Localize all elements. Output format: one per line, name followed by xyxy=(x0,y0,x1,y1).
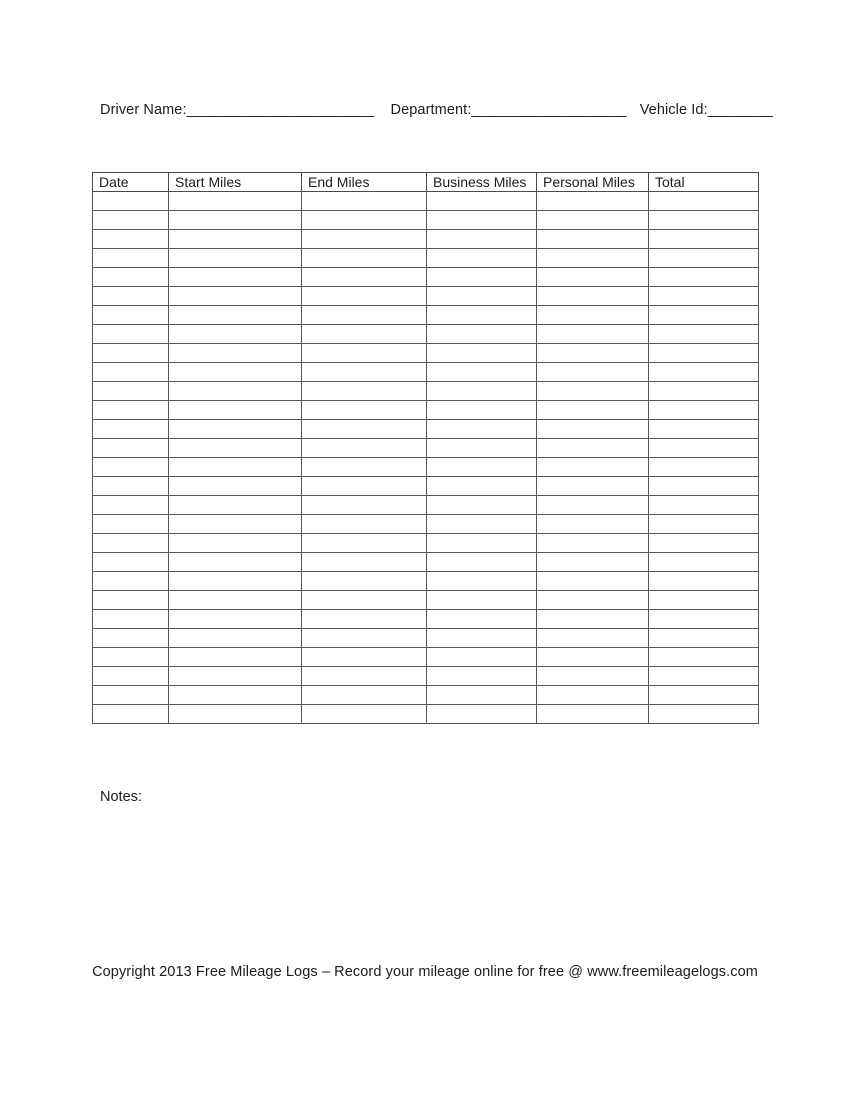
empty-cell-start-miles xyxy=(169,515,302,534)
empty-cell-personal-miles xyxy=(537,572,649,591)
form-header xyxy=(100,101,773,119)
empty-cell-personal-miles xyxy=(537,344,649,363)
table-row xyxy=(93,230,759,249)
empty-cell-business-miles xyxy=(427,591,537,610)
empty-cell-business-miles xyxy=(427,382,537,401)
empty-cell-date xyxy=(93,249,169,268)
empty-cell-end-miles xyxy=(302,249,427,268)
empty-cell-business-miles xyxy=(427,344,537,363)
empty-cell-start-miles xyxy=(169,629,302,648)
department-blank-line: ___________________ xyxy=(471,102,627,118)
empty-cell-personal-miles xyxy=(537,268,649,287)
table-row xyxy=(93,363,759,382)
empty-cell-start-miles xyxy=(169,287,302,306)
empty-cell-date xyxy=(93,572,169,591)
empty-cell-business-miles xyxy=(427,363,537,382)
empty-cell-date xyxy=(93,705,169,724)
empty-cell-personal-miles xyxy=(537,287,649,306)
empty-cell-end-miles xyxy=(302,344,427,363)
table-row xyxy=(93,553,759,572)
empty-cell-business-miles xyxy=(427,287,537,306)
empty-cell-end-miles xyxy=(302,230,427,249)
empty-cell-end-miles xyxy=(302,192,427,211)
empty-cell-date xyxy=(93,477,169,496)
empty-cell-end-miles xyxy=(302,515,427,534)
empty-cell-total xyxy=(649,420,759,439)
header-row xyxy=(93,173,759,192)
empty-cell-personal-miles xyxy=(537,382,649,401)
empty-cell-date xyxy=(93,401,169,420)
empty-cell-business-miles xyxy=(427,420,537,439)
empty-cell-date xyxy=(93,211,169,230)
empty-cell-end-miles xyxy=(302,439,427,458)
empty-cell-end-miles xyxy=(302,667,427,686)
empty-cell-total xyxy=(649,401,759,420)
empty-cell-personal-miles xyxy=(537,610,649,629)
empty-cell-date xyxy=(93,534,169,553)
empty-cell-end-miles xyxy=(302,629,427,648)
empty-cell-end-miles xyxy=(302,306,427,325)
empty-cell-date xyxy=(93,686,169,705)
empty-cell-business-miles xyxy=(427,610,537,629)
empty-cell-end-miles xyxy=(302,382,427,401)
empty-cell-business-miles xyxy=(427,496,537,515)
table-row xyxy=(93,420,759,439)
empty-cell-date xyxy=(93,648,169,667)
table-row xyxy=(93,344,759,363)
table-row xyxy=(93,496,759,515)
empty-cell-date xyxy=(93,553,169,572)
empty-cell-business-miles xyxy=(427,477,537,496)
copyright-footer: Copyright 2013 Free Mileage Logs – Record your mileage online for free @ www.freemileagelogs.com xyxy=(92,964,758,980)
empty-cell-personal-miles xyxy=(537,325,649,344)
empty-cell-date xyxy=(93,667,169,686)
empty-cell-personal-miles xyxy=(537,306,649,325)
table-row xyxy=(93,648,759,667)
mileage-table-header xyxy=(93,173,759,192)
department-label: Department: xyxy=(390,102,472,118)
vehicle-id-label: Vehicle Id: xyxy=(639,102,708,118)
empty-cell-business-miles xyxy=(427,515,537,534)
empty-cell-start-miles xyxy=(169,705,302,724)
empty-cell-start-miles xyxy=(169,572,302,591)
empty-cell-end-miles xyxy=(302,496,427,515)
empty-cell-total xyxy=(649,439,759,458)
table-row xyxy=(93,249,759,268)
empty-cell-total xyxy=(649,591,759,610)
empty-cell-start-miles xyxy=(169,477,302,496)
empty-cell-end-miles xyxy=(302,420,427,439)
empty-cell-personal-miles xyxy=(537,496,649,515)
empty-cell-end-miles xyxy=(302,686,427,705)
empty-cell-personal-miles xyxy=(537,591,649,610)
empty-cell-personal-miles xyxy=(537,705,649,724)
empty-cell-start-miles xyxy=(169,439,302,458)
mileage-table xyxy=(92,172,759,724)
empty-cell-date xyxy=(93,287,169,306)
empty-cell-start-miles xyxy=(169,648,302,667)
empty-cell-end-miles xyxy=(302,363,427,382)
empty-cell-total xyxy=(649,344,759,363)
empty-cell-business-miles xyxy=(427,192,537,211)
empty-cell-business-miles xyxy=(427,249,537,268)
empty-cell-total xyxy=(649,496,759,515)
notes-label: Notes: xyxy=(100,789,142,805)
empty-cell-business-miles xyxy=(427,705,537,724)
empty-cell-business-miles xyxy=(427,439,537,458)
table-row xyxy=(93,401,759,420)
empty-cell-start-miles xyxy=(169,382,302,401)
empty-cell-total xyxy=(649,629,759,648)
empty-cell-date xyxy=(93,268,169,287)
table-row xyxy=(93,287,759,306)
empty-cell-date xyxy=(93,610,169,629)
empty-cell-date xyxy=(93,344,169,363)
empty-cell-total xyxy=(649,572,759,591)
table-row xyxy=(93,458,759,477)
empty-cell-end-miles xyxy=(302,477,427,496)
table-row xyxy=(93,477,759,496)
empty-cell-total xyxy=(649,477,759,496)
empty-cell-total xyxy=(649,268,759,287)
empty-cell-date xyxy=(93,629,169,648)
empty-cell-total xyxy=(649,534,759,553)
empty-cell-end-miles xyxy=(302,287,427,306)
empty-cell-start-miles xyxy=(169,496,302,515)
column-header-date: Date xyxy=(93,173,169,192)
empty-cell-date xyxy=(93,515,169,534)
empty-cell-personal-miles xyxy=(537,667,649,686)
empty-cell-date xyxy=(93,439,169,458)
empty-cell-end-miles xyxy=(302,553,427,572)
empty-cell-end-miles xyxy=(302,648,427,667)
table-row xyxy=(93,325,759,344)
empty-cell-total xyxy=(649,306,759,325)
driver-name-blank-line: _______________________ xyxy=(186,102,375,118)
empty-cell-total xyxy=(649,325,759,344)
table-row xyxy=(93,705,759,724)
empty-cell-start-miles xyxy=(169,344,302,363)
empty-cell-personal-miles xyxy=(537,401,649,420)
empty-cell-personal-miles xyxy=(537,192,649,211)
empty-cell-end-miles xyxy=(302,534,427,553)
mileage-table-body xyxy=(93,192,759,724)
empty-cell-start-miles xyxy=(169,230,302,249)
empty-cell-personal-miles xyxy=(537,363,649,382)
table-row xyxy=(93,667,759,686)
column-header-start-miles: Start Miles xyxy=(169,173,302,192)
empty-cell-total xyxy=(649,287,759,306)
empty-cell-end-miles xyxy=(302,458,427,477)
empty-cell-total xyxy=(649,648,759,667)
empty-cell-personal-miles xyxy=(537,686,649,705)
empty-cell-personal-miles xyxy=(537,534,649,553)
empty-cell-business-miles xyxy=(427,401,537,420)
empty-cell-total xyxy=(649,363,759,382)
empty-cell-total xyxy=(649,553,759,572)
empty-cell-date xyxy=(93,363,169,382)
table-row xyxy=(93,268,759,287)
column-header-end-miles: End Miles xyxy=(302,173,427,192)
empty-cell-business-miles xyxy=(427,686,537,705)
table-row xyxy=(93,534,759,553)
empty-cell-business-miles xyxy=(427,572,537,591)
empty-cell-start-miles xyxy=(169,211,302,230)
empty-cell-start-miles xyxy=(169,401,302,420)
empty-cell-end-miles xyxy=(302,572,427,591)
empty-cell-date xyxy=(93,420,169,439)
table-row xyxy=(93,306,759,325)
empty-cell-start-miles xyxy=(169,458,302,477)
empty-cell-end-miles xyxy=(302,268,427,287)
empty-cell-total xyxy=(649,211,759,230)
empty-cell-business-miles xyxy=(427,211,537,230)
empty-cell-end-miles xyxy=(302,591,427,610)
empty-cell-total xyxy=(649,610,759,629)
empty-cell-end-miles xyxy=(302,211,427,230)
table-row xyxy=(93,515,759,534)
table-row xyxy=(93,629,759,648)
table-row xyxy=(93,686,759,705)
empty-cell-total xyxy=(649,686,759,705)
empty-cell-total xyxy=(649,705,759,724)
empty-cell-start-miles xyxy=(169,591,302,610)
empty-cell-total xyxy=(649,249,759,268)
empty-cell-start-miles xyxy=(169,420,302,439)
empty-cell-business-miles xyxy=(427,325,537,344)
empty-cell-total xyxy=(649,192,759,211)
empty-cell-start-miles xyxy=(169,610,302,629)
empty-cell-date xyxy=(93,458,169,477)
driver-name-label: Driver Name: xyxy=(100,102,187,118)
empty-cell-business-miles xyxy=(427,629,537,648)
empty-cell-personal-miles xyxy=(537,458,649,477)
empty-cell-start-miles xyxy=(169,553,302,572)
table-row xyxy=(93,382,759,401)
vehicle-id-field xyxy=(640,101,773,119)
department-field xyxy=(391,101,627,119)
empty-cell-business-miles xyxy=(427,230,537,249)
table-row xyxy=(93,610,759,629)
empty-cell-personal-miles xyxy=(537,515,649,534)
empty-cell-total xyxy=(649,667,759,686)
empty-cell-business-miles xyxy=(427,268,537,287)
empty-cell-end-miles xyxy=(302,325,427,344)
empty-cell-date xyxy=(93,230,169,249)
empty-cell-personal-miles xyxy=(537,249,649,268)
column-header-total: Total xyxy=(649,173,759,192)
empty-cell-date xyxy=(93,325,169,344)
empty-cell-business-miles xyxy=(427,306,537,325)
empty-cell-start-miles xyxy=(169,534,302,553)
empty-cell-business-miles xyxy=(427,648,537,667)
empty-cell-start-miles xyxy=(169,363,302,382)
empty-cell-personal-miles xyxy=(537,420,649,439)
vehicle-id-blank-line: ________ xyxy=(707,102,774,118)
empty-cell-start-miles xyxy=(169,268,302,287)
empty-cell-total xyxy=(649,515,759,534)
empty-cell-personal-miles xyxy=(537,629,649,648)
driver-name-field xyxy=(100,101,374,119)
column-header-business-miles: Business Miles xyxy=(427,173,537,192)
empty-cell-personal-miles xyxy=(537,648,649,667)
empty-cell-date xyxy=(93,591,169,610)
empty-cell-total xyxy=(649,230,759,249)
empty-cell-business-miles xyxy=(427,553,537,572)
table-row xyxy=(93,591,759,610)
empty-cell-start-miles xyxy=(169,686,302,705)
empty-cell-personal-miles xyxy=(537,439,649,458)
empty-cell-personal-miles xyxy=(537,211,649,230)
empty-cell-total xyxy=(649,382,759,401)
empty-cell-date xyxy=(93,306,169,325)
empty-cell-personal-miles xyxy=(537,230,649,249)
empty-cell-end-miles xyxy=(302,705,427,724)
empty-cell-start-miles xyxy=(169,325,302,344)
table-row xyxy=(93,192,759,211)
empty-cell-start-miles xyxy=(169,306,302,325)
empty-cell-start-miles xyxy=(169,192,302,211)
table-row xyxy=(93,572,759,591)
empty-cell-date xyxy=(93,496,169,515)
empty-cell-date xyxy=(93,192,169,211)
empty-cell-end-miles xyxy=(302,610,427,629)
table-row xyxy=(93,439,759,458)
column-header-personal-miles: Personal Miles xyxy=(537,173,649,192)
empty-cell-personal-miles xyxy=(537,477,649,496)
empty-cell-start-miles xyxy=(169,249,302,268)
empty-cell-start-miles xyxy=(169,667,302,686)
empty-cell-business-miles xyxy=(427,458,537,477)
table-row xyxy=(93,211,759,230)
empty-cell-personal-miles xyxy=(537,553,649,572)
empty-cell-business-miles xyxy=(427,534,537,553)
empty-cell-date xyxy=(93,382,169,401)
empty-cell-end-miles xyxy=(302,401,427,420)
empty-cell-total xyxy=(649,458,759,477)
empty-cell-business-miles xyxy=(427,667,537,686)
